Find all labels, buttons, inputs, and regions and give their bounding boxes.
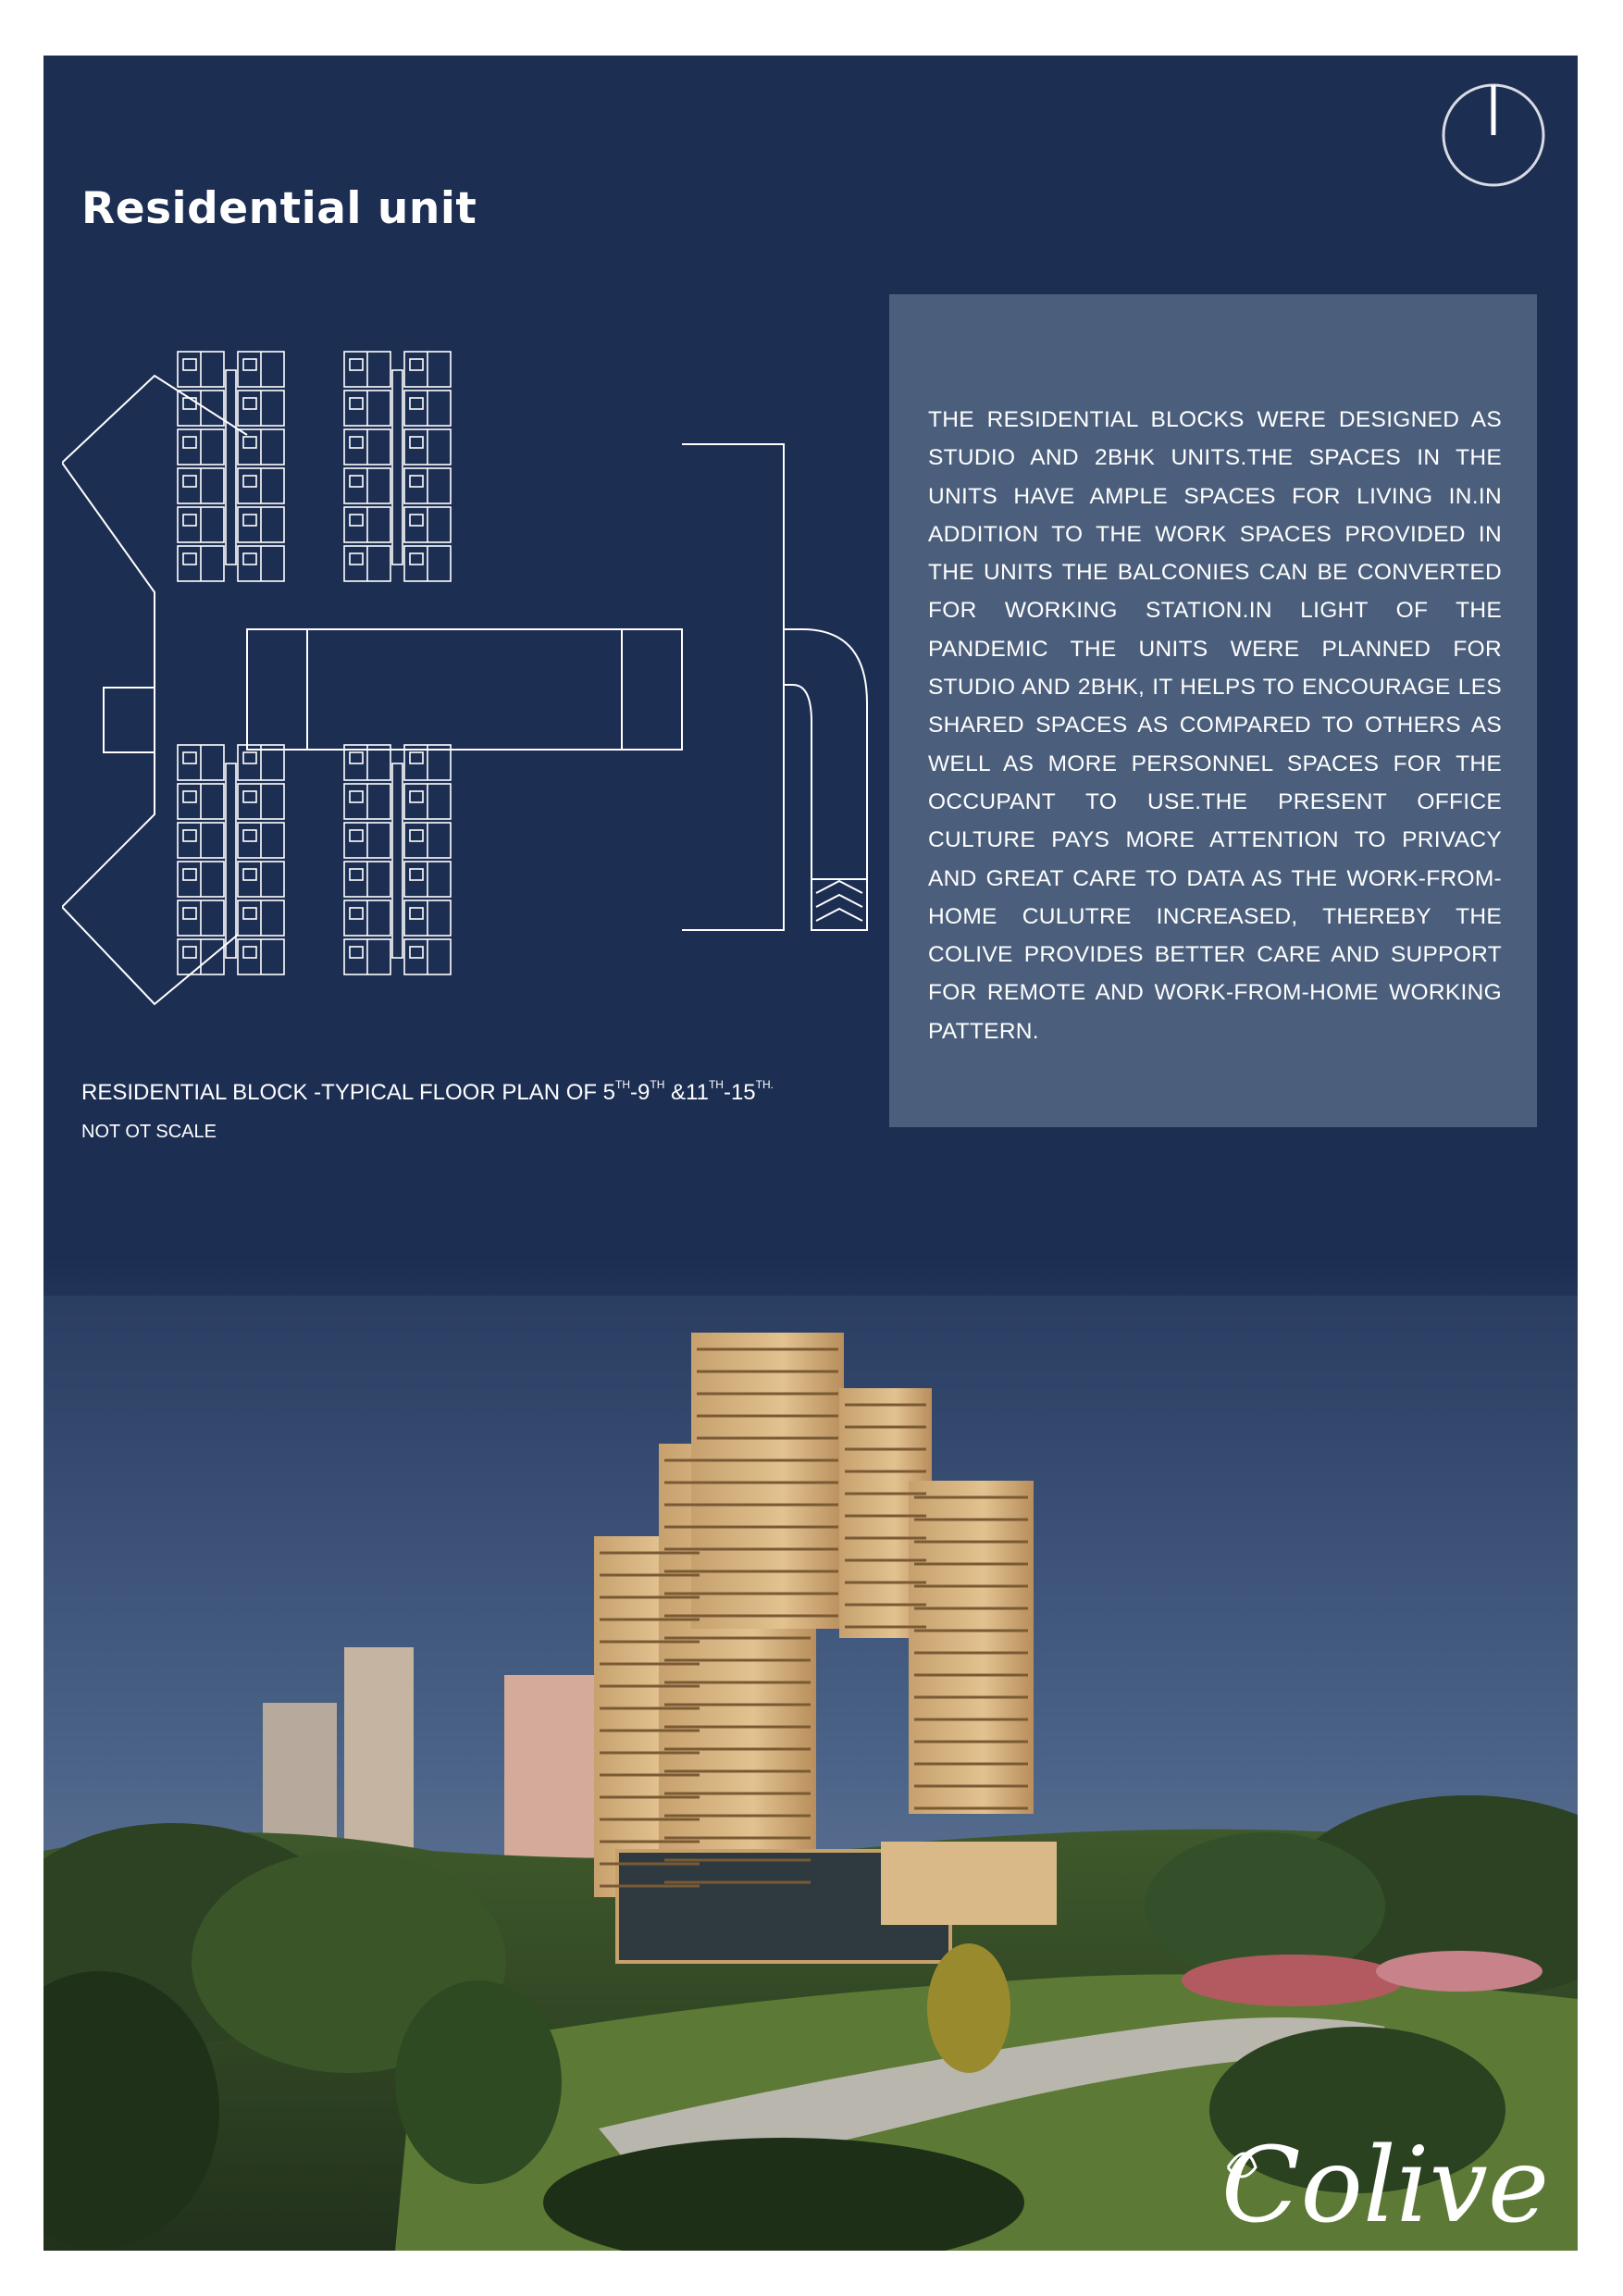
page-panel [43, 56, 1578, 2251]
scale-note: NOT OT SCALE [81, 1122, 217, 1142]
caption-sup-3: TH [708, 1078, 724, 1091]
logo-text: Colive [1220, 2126, 1550, 2246]
north-arrow-icon [1440, 81, 1547, 189]
caption-main: RESIDENTIAL BLOCK -TYPICAL FLOOR PLAN OF 5 [81, 1080, 616, 1105]
page-title: Residential unit [81, 183, 477, 234]
floor-plan-drawing [62, 315, 941, 1018]
description-box [889, 294, 1537, 1127]
building-render-image [43, 1296, 1578, 2251]
caption-mid-3: -15 [723, 1080, 756, 1105]
caption-sup-1: TH [615, 1078, 631, 1091]
floor-plan-caption [81, 1078, 774, 1106]
description-text: THE RESIDENTIAL BLOCKS WERE DESIGNED AS STUDIO AND 2BHK UNITS.THE SPACES IN THE UNITS HAVE AMPLE SPACES FOR LIVING IN.IN ADDITION TO THE WORK SPACES PROVIDED IN THE UNITS THE BALCONIES CAN BE CONVERTED FOR WORKING STATION.IN LIGHT OF THE PANDEMIC THE UNITS WERE PLANNED FOR STUDIO AND 2BHK, IT HELPS TO ENCOURAGE LES SHARED SPACES AS COMPARED TO OTHERS AS WELL AS MORE PERSONNEL SPACES FOR THE OCCUPANT TO USE.THE PRESENT OFFICE CULTURE PAYS MORE ATTENTION TO PRIVACY AND GREAT CARE TO DATA AS THE WORK-FROM-HOME CULUTRE INCREASED, THEREBY THE COLIVE PROVIDES BETTER CARE AND SUPPORT FOR REMOTE AND WORK-FROM-HOME WORKING PATTERN. [928, 407, 1502, 1044]
caption-sup-2: TH [650, 1078, 665, 1091]
caption-sup-4: TH. [755, 1078, 774, 1091]
caption-mid-2: &11 [664, 1080, 709, 1105]
caption-mid-1: -9 [630, 1080, 650, 1105]
colive-logo [1209, 2112, 1561, 2251]
